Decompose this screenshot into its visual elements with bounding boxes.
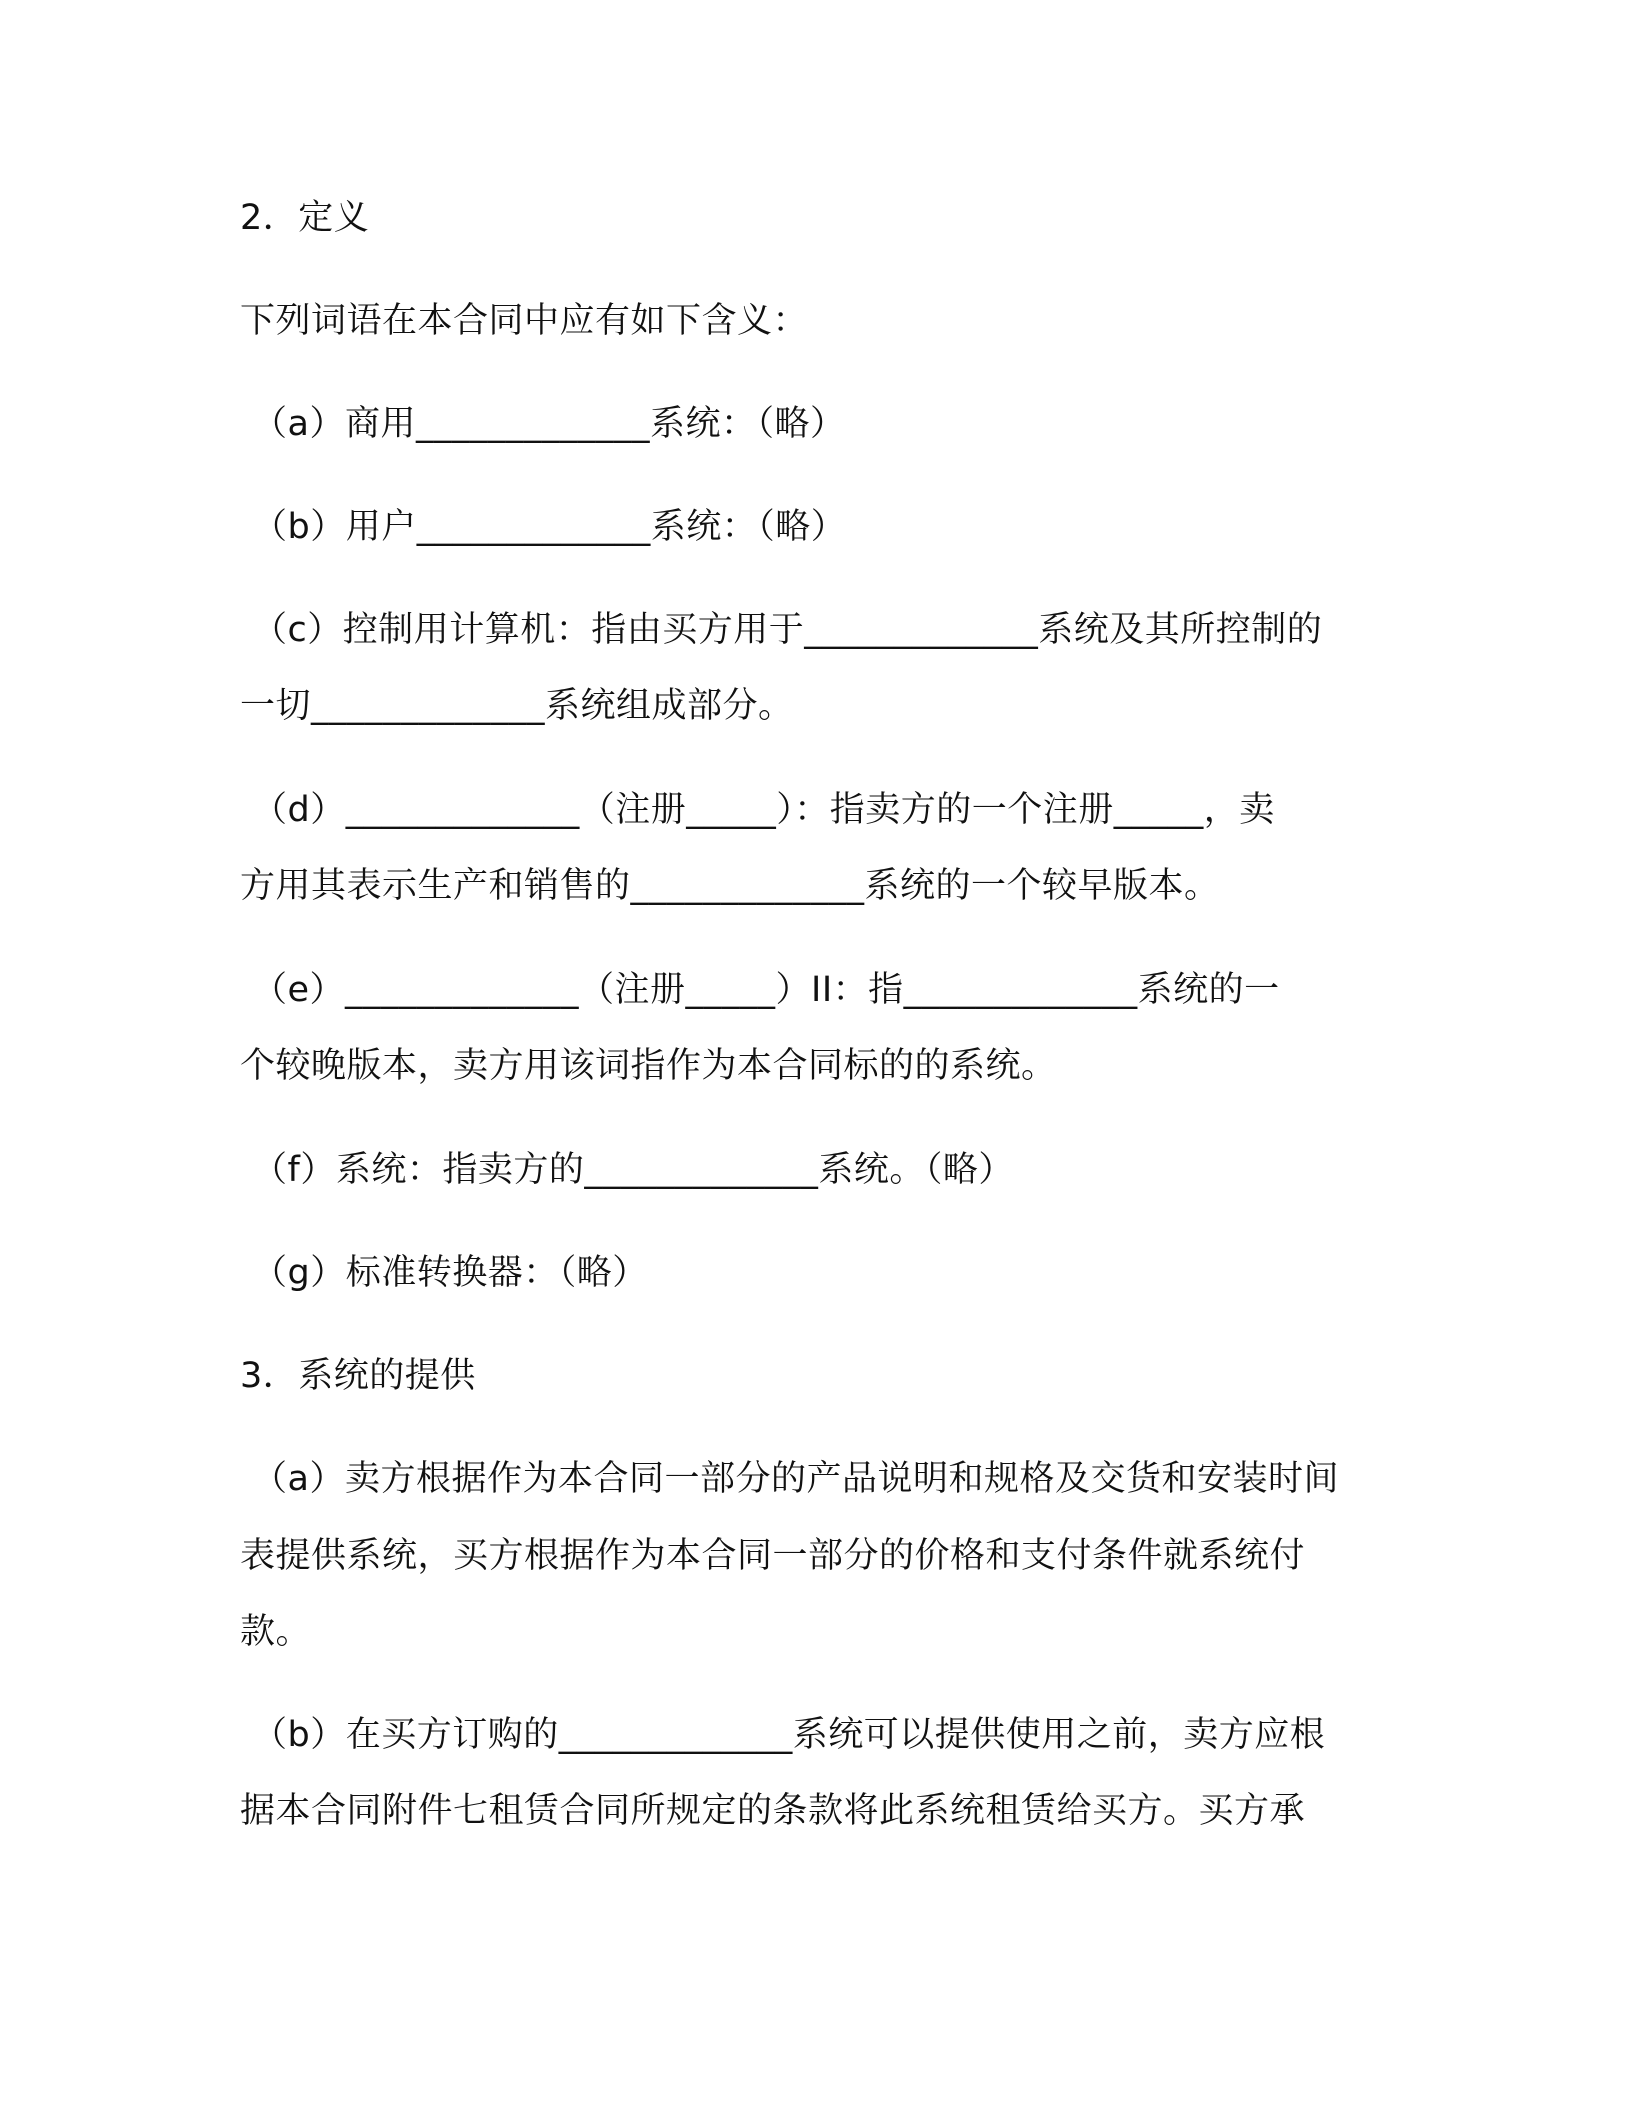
paragraph-line: 一切_____________系统组成部分。	[240, 686, 794, 726]
definition-item-e: （e）_____________（注册_____）II：指_____________系统的一	[252, 970, 1280, 1010]
definition-item-g: （g）标准转换器：（略）	[252, 1253, 648, 1293]
definition-item-b: （b）用户_____________系统：（略）	[252, 507, 847, 547]
paragraph-line: 表提供系统，买方根据作为本合同一部分的价格和支付条件就系统付	[240, 1536, 1306, 1576]
section-heading-definitions: 2．定义	[240, 198, 370, 238]
paragraph-line: 款。	[240, 1612, 312, 1652]
paragraph-line: 下列词语在本合同中应有如下含义：	[240, 301, 809, 341]
supply-item-b: （b）在买方订购的_____________系统可以提供使用之前，卖方应根	[252, 1715, 1326, 1755]
definition-item-d: （d）_____________（注册_____）：指卖方的一个注册_____，卖	[252, 790, 1275, 830]
paragraph-line: 方用其表示生产和销售的_____________系统的一个较早版本。	[240, 866, 1220, 906]
section-heading-supply: 3．系统的提供	[240, 1356, 476, 1396]
supply-item-a: （a）卖方根据作为本合同一部分的产品说明和规格及交货和安装时间	[252, 1459, 1339, 1499]
paragraph-line: 据本合同附件七租赁合同所规定的条款将此系统租赁给买方。买方承	[240, 1791, 1306, 1831]
paragraph-line: 个较晚版本，卖方用该词指作为本合同标的的系统。	[240, 1046, 1057, 1086]
definition-item-c: （c）控制用计算机：指由买方用于_____________系统及其所控制的	[252, 610, 1323, 650]
definition-item-f: （f）系统：指卖方的_____________系统。（略）	[252, 1150, 1014, 1190]
definition-item-a: （a）商用_____________系统：（略）	[252, 404, 846, 444]
